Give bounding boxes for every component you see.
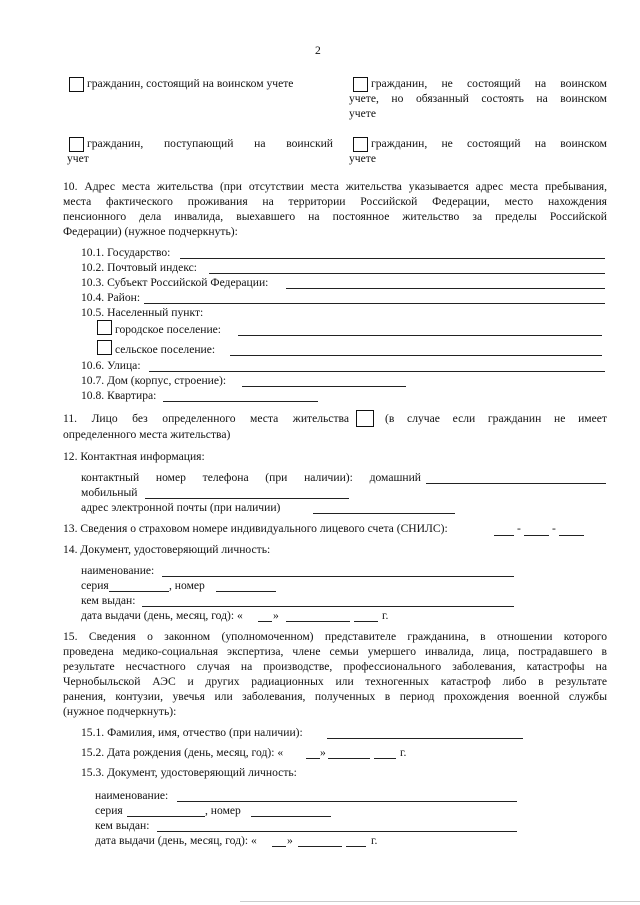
section-11-line1a: 11. Лицо без определенного места жительства xyxy=(63,412,349,425)
rep-fullname-input[interactable] xyxy=(327,738,523,739)
rep-birthdate-year-input[interactable] xyxy=(374,758,396,759)
contact-phone-home-label: контактный номер телефона (при наличии): домашний xyxy=(81,471,421,484)
checkbox-status-enlisting[interactable] xyxy=(69,137,84,152)
doc-series-input[interactable] xyxy=(109,591,169,592)
rep-doc-name-input[interactable] xyxy=(177,801,517,802)
rep-birthdate-day-input[interactable] xyxy=(306,758,320,759)
doc-date-day-input[interactable] xyxy=(258,621,272,622)
rep-doc-issued-label: кем выдан: xyxy=(95,819,150,832)
status-not-registered-line2: учете xyxy=(349,152,376,165)
section-11-line2: определенного места жительства) xyxy=(63,428,231,441)
field-postcode-label: 10.2. Почтовый индекс: xyxy=(81,261,198,274)
field-country-input[interactable] xyxy=(180,258,605,259)
section-15-line6: (нужное подчеркнуть): xyxy=(63,705,177,718)
status-registered-label: гражданин, состоящий на воинском учете xyxy=(87,77,294,90)
doc-issued-input[interactable] xyxy=(142,606,514,607)
doc-date-year-input[interactable] xyxy=(354,621,378,622)
field-region-label: 10.3. Субъект Российской Федерации: xyxy=(81,276,269,289)
doc-date-month-input[interactable] xyxy=(286,621,350,622)
rep-doc-series-label: серия xyxy=(95,804,123,817)
rural-settlement-label: сельское поселение: xyxy=(115,343,216,356)
doc-series-label: серия xyxy=(81,579,109,592)
field-region-input[interactable] xyxy=(286,288,605,289)
doc-number-input[interactable] xyxy=(216,591,276,592)
field-postcode-input[interactable] xyxy=(209,273,605,274)
section-15-line5: ранения, контузии, увечья или заболевания, полученных в период прохождения военной службы xyxy=(63,690,607,703)
status-enlisting-line2: учет xyxy=(67,152,89,165)
contact-email-input[interactable] xyxy=(313,513,455,514)
section-10-heading-line1: 10. Адрес места жительства (при отсутствии места жительства указывается адрес места пребывания, xyxy=(63,180,607,193)
urban-settlement-label: городское поселение: xyxy=(115,323,222,336)
field-apartment-input[interactable] xyxy=(163,401,318,402)
rep-birthdate-year-suffix: г. xyxy=(400,746,407,759)
rep-doc-issued-input[interactable] xyxy=(157,831,517,832)
rep-doc-number-label: , номер xyxy=(205,804,241,817)
contact-mobile-input[interactable] xyxy=(145,498,349,499)
contact-phone-home-input[interactable] xyxy=(426,483,606,484)
section-11-line1b: (в случае если гражданин не имеет xyxy=(385,412,607,425)
scan-edge-line xyxy=(240,901,640,902)
section-12-title: 12. Контактная информация: xyxy=(63,450,205,463)
doc-date-label: дата выдачи (день, месяц, год): « xyxy=(81,609,243,622)
rep-doc-date-day-input[interactable] xyxy=(272,846,286,847)
rep-doc-date-year-input[interactable] xyxy=(346,846,366,847)
checkbox-status-not-registered-obliged[interactable] xyxy=(353,77,368,92)
urban-settlement-input[interactable] xyxy=(238,335,602,336)
snils-label: 13. Сведения о страховом номере индивидуального лицевого счета (СНИЛС): xyxy=(63,522,448,535)
snils-part1-input[interactable] xyxy=(494,535,514,536)
field-street-label: 10.6. Улица: xyxy=(81,359,141,372)
rep-doc-name-label: наименование: xyxy=(95,789,169,802)
section-10-heading-line3: пенсионного дела инвалида, выехавшего на постоянное жительство за пределы Российской xyxy=(63,210,607,223)
checkbox-rural-settlement[interactable] xyxy=(97,340,112,355)
doc-issued-label: кем выдан: xyxy=(81,594,136,607)
section-14-title: 14. Документ, удостоверяющий личность: xyxy=(63,543,271,556)
field-district-label: 10.4. Район: xyxy=(81,291,141,304)
rep-fullname-label: 15.1. Фамилия, имя, отчество (при наличии): xyxy=(81,726,303,739)
page-number: 2 xyxy=(315,44,321,57)
status-not-registered-line1: гражданин, не состоящий на воинском xyxy=(371,137,607,150)
rep-birthdate-label: 15.2. Дата рождения (день, месяц, год): « xyxy=(81,746,284,759)
snils-part2-input[interactable] xyxy=(524,535,549,536)
field-district-input[interactable] xyxy=(144,303,605,304)
status-enlisting-line1: гражданин, поступающий на воинский xyxy=(87,137,333,150)
status-not-registered-obliged-line2: учете, но обязанный состоять на воинском xyxy=(349,92,607,105)
field-locality-label: 10.5. Населенный пункт: xyxy=(81,306,204,319)
snils-dash1: - xyxy=(517,522,521,535)
snils-dash2: - xyxy=(552,522,556,535)
section-15-line2: проведена медико-социальная экспертиза, члене семьи умершего инвалида, лица, пострадавшего в xyxy=(63,645,607,658)
section-15-line1: 15. Сведения о законном (уполномоченном) представителе гражданина, в отношении которого xyxy=(63,630,607,643)
rep-doc-date-label: дата выдачи (день, месяц, год): « xyxy=(95,834,257,847)
rep-doc-date-month-input[interactable] xyxy=(298,846,342,847)
rep-doc-number-input[interactable] xyxy=(251,816,331,817)
contact-mobile-label: мобильный xyxy=(81,486,138,499)
doc-number-label: , номер xyxy=(169,579,205,592)
field-house-input[interactable] xyxy=(242,386,406,387)
status-not-registered-obliged-line3: учете xyxy=(349,107,376,120)
field-street-input[interactable] xyxy=(149,371,605,372)
rep-doc-date-year-suffix: г. xyxy=(371,834,378,847)
checkbox-status-registered[interactable] xyxy=(69,77,84,92)
doc-date-year-suffix: г. xyxy=(382,609,389,622)
field-house-label: 10.7. Дом (корпус, строение): xyxy=(81,374,227,387)
rep-birthdate-month-input[interactable] xyxy=(328,758,370,759)
checkbox-urban-settlement[interactable] xyxy=(97,320,112,335)
rep-doc-title: 15.3. Документ, удостоверяющий личность: xyxy=(81,766,297,779)
doc-name-input[interactable] xyxy=(162,576,514,577)
rep-doc-date-quote-close: » xyxy=(287,834,293,847)
section-10-heading-line2: места фактического проживания на территории Российской Федерации, место нахождения xyxy=(63,195,607,208)
snils-part3-input[interactable] xyxy=(559,535,584,536)
rural-settlement-input[interactable] xyxy=(230,355,602,356)
doc-date-quote-close: » xyxy=(273,609,279,622)
field-apartment-label: 10.8. Квартира: xyxy=(81,389,157,402)
section-15-line4: Чернобыльской АЭС и других радиационных или техногенных катастроф либо в результате xyxy=(63,675,607,688)
status-not-registered-obliged-line1: гражданин, не состоящий на воинском xyxy=(371,77,607,90)
field-country-label: 10.1. Государство: xyxy=(81,246,171,259)
rep-doc-series-input[interactable] xyxy=(127,816,205,817)
checkbox-status-not-registered[interactable] xyxy=(353,137,368,152)
contact-email-label: адрес электронной почты (при наличии) xyxy=(81,501,281,514)
section-10-heading-line4: Федерации) (нужное подчеркнуть): xyxy=(63,225,238,238)
checkbox-no-fixed-address[interactable] xyxy=(356,410,374,427)
rep-birthdate-quote-close: » xyxy=(320,746,326,759)
section-15-line3: результате несчастного случая на производстве, профессионального заболевания, катастрофы на xyxy=(63,660,607,673)
doc-name-label: наименование: xyxy=(81,564,155,577)
